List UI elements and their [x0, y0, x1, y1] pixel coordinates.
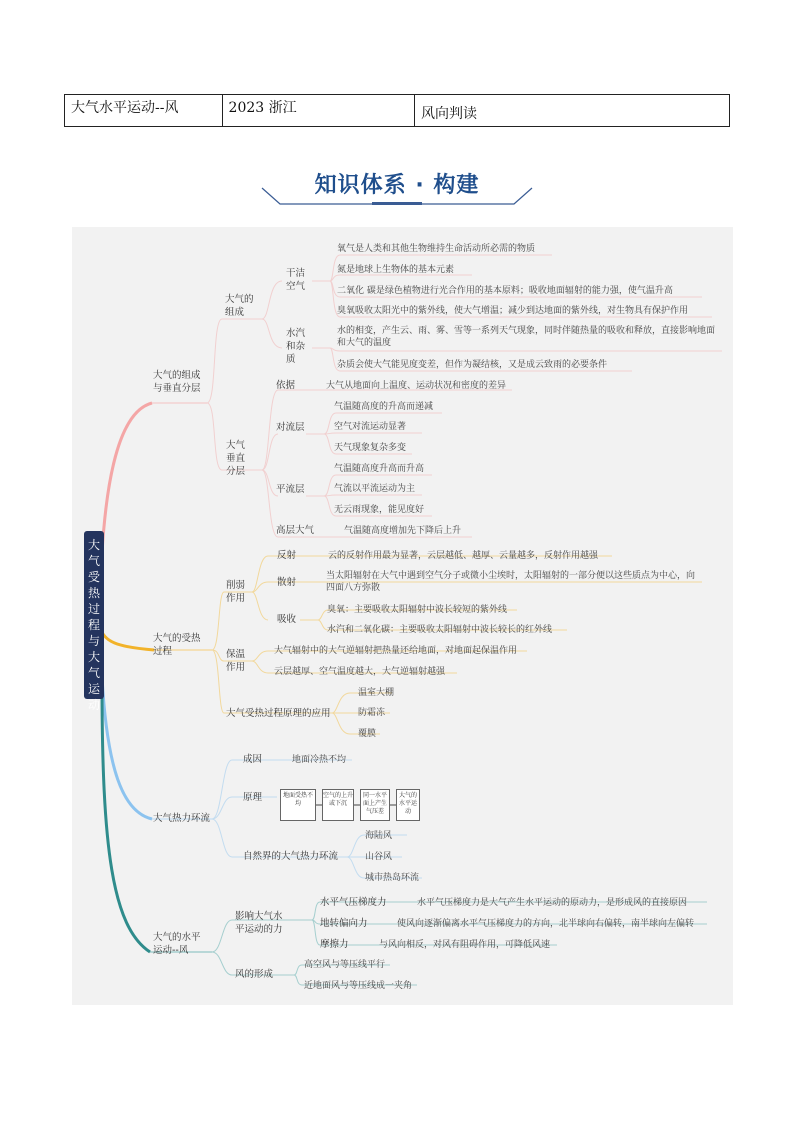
leaf-scattering: 当太阳辐射在大气中遇到空气分子或微小尘埃时，太阳辐射的一部分便以这些质点为中心，向四面八方弥散	[326, 571, 696, 593]
root-char-7: 大	[87, 650, 100, 664]
leaf-water-phase: 水的相变，产生云、雨、雾、雪等一系列天气现象，同时伴随热量的吸收和释放，直接影响地面和大气的温度	[337, 326, 716, 348]
root-char-2: 受	[87, 570, 100, 584]
branch-composition-layers: 大气的组成与垂直分层	[153, 370, 201, 394]
branch-heating-process: 大气的受热过程	[153, 633, 201, 657]
leaf-frost: 防霜冻	[358, 708, 386, 718]
root-char-3: 热	[87, 586, 100, 600]
node-stratosphere: 平流层	[276, 484, 305, 495]
node-principle: 原理	[243, 792, 263, 803]
header-table	[64, 94, 730, 127]
root-char-0: 大	[87, 538, 100, 552]
node-troposphere: 对流层	[276, 422, 305, 433]
leaf-reflection: 云的反射作用最为显著，云层越低、越厚、云量越多，反射作用越强	[328, 551, 599, 561]
mindmap-root	[84, 531, 104, 712]
leaf-upper-wind: 高空风与等压线平行	[304, 960, 386, 970]
principle-box-1: 地面受热不均	[280, 789, 316, 821]
leaf-tropo-3: 天气现象复杂多变	[334, 443, 407, 453]
leaf-strato-3: 无云雨现象，能见度好	[334, 505, 425, 515]
node-absorption: 吸收	[277, 614, 297, 625]
leaf-mulch: 覆膜	[358, 729, 377, 739]
leaf-urban-heat-island: 城市热岛环流	[365, 873, 420, 883]
principle-box-4: 大气的水平运动	[396, 789, 420, 821]
leaf-pressure-gradient: 水平气压梯度力是大气产生水平运动的原动力，是形成风的直接原因	[417, 898, 688, 908]
node-water-impurities: 水汽和杂质	[286, 328, 306, 365]
leaf-impurities: 杂质会使大气能见度变差，但作为凝结核，又是成云致雨的必要条件	[337, 360, 608, 370]
node-dry-air: 干洁空气	[286, 268, 306, 292]
leaf-coriolis: 使风向逐渐偏离水平气压梯度力的方向，北半球向右偏转，南半球向左偏转	[397, 919, 695, 929]
node-vertical-layers: 大气垂直分层	[226, 440, 246, 477]
leaf-co2: 二氧化 碳是绿色植物进行光合作用的基本原料；吸收地面辐射的能力强，使气温升高	[337, 286, 673, 296]
node-cause: 成因	[243, 754, 263, 765]
node-basis: 依据	[276, 380, 296, 391]
branch-thermal-circulation: 大气热力环流	[153, 813, 211, 824]
root-char-9: 运	[87, 682, 100, 696]
root-char-4: 过	[87, 602, 100, 616]
node-forces: 影响大气水平运动的力	[235, 911, 283, 935]
root-char-5: 程	[87, 618, 100, 632]
header-exam: 2023 浙江	[223, 95, 415, 126]
leaf-strato-1: 气温随高度升高而升高	[334, 464, 425, 474]
banner-title: 知识体系 · 构建	[314, 173, 480, 198]
leaf-cause: 地面冷热不均	[292, 755, 347, 765]
branch-wind: 大气的水平运动--风	[153, 932, 201, 956]
leaf-greenhouse: 温室大棚	[358, 688, 395, 698]
leaf-mountain-valley-breeze: 山谷风	[365, 852, 393, 862]
leaf-surface-wind: 近地面风与等压线成一夹角	[304, 981, 413, 991]
node-coriolis: 地转偏向力	[320, 918, 368, 929]
leaf-upper: 气温随高度增加先下降后上升	[344, 526, 462, 536]
root-char-1: 气	[87, 554, 100, 568]
leaf-strato-2: 气流以平流运动为主	[334, 484, 416, 494]
root-char-10: 动	[87, 698, 100, 712]
leaf-insulate-1: 大气辐射中的大气逆辐射把热量还给地面，对地面起保温作用	[274, 646, 518, 656]
principle-box-2: 空气的上升或下沉	[322, 789, 354, 821]
leaf-friction: 与风向相反，对风有阻碍作用，可降低风速	[379, 940, 551, 950]
node-upper-atmosphere: 高层大气	[276, 525, 315, 536]
leaf-oxygen: 氧气是人类和其他生物维持生命活动所必需的物质	[337, 244, 536, 254]
header-topic: 大气水平运动--风	[65, 95, 223, 126]
node-application: 大气受热过程原理的应用	[226, 708, 331, 719]
node-scattering: 散射	[277, 577, 297, 588]
node-insulation: 保温作用	[226, 649, 246, 673]
node-pressure-gradient: 水平气压梯度力	[320, 897, 387, 908]
node-composition: 大气的组成	[225, 294, 254, 318]
root-char-8: 气	[87, 666, 100, 680]
node-natural-circulation: 自然界的大气热力环流	[243, 851, 339, 862]
leaf-tropo-1: 气温随高度的升高而递减	[334, 402, 434, 412]
leaf-tropo-2: 空气对流运动显著	[334, 422, 407, 432]
header-type: 风向判读	[420, 106, 477, 122]
node-friction: 摩擦力	[320, 939, 349, 950]
leaf-nitrogen: 氮是地球上生物体的基本元素	[337, 265, 455, 275]
leaf-ozone: 臭氧吸收太阳光中的紫外线，使大气增温；减少到达地面的紫外线，对生物具有保护作用	[337, 306, 689, 316]
leaf-sea-land-breeze: 海陆风	[365, 831, 393, 841]
leaf-absorb-water: 水汽和二氧化碳：主要吸收太阳辐射中波长较长的红外线	[327, 625, 553, 635]
leaf-basis: 大气从地面向上温度、运动状况和密度的差异	[326, 381, 507, 391]
root-char-6: 与	[87, 634, 100, 648]
node-reflection: 反射	[277, 550, 297, 561]
principle-box-3: 同一水平面上产生气压差	[360, 789, 390, 821]
node-weakening: 削弱作用	[226, 580, 246, 604]
leaf-absorb-ozone: 臭氧：主要吸收太阳辐射中波长较短的紫外线	[327, 605, 508, 615]
leaf-insulate-2: 云层越厚、空气温度越大，大气逆辐射越强	[274, 667, 446, 677]
node-wind-formation: 风的形成	[235, 969, 274, 980]
